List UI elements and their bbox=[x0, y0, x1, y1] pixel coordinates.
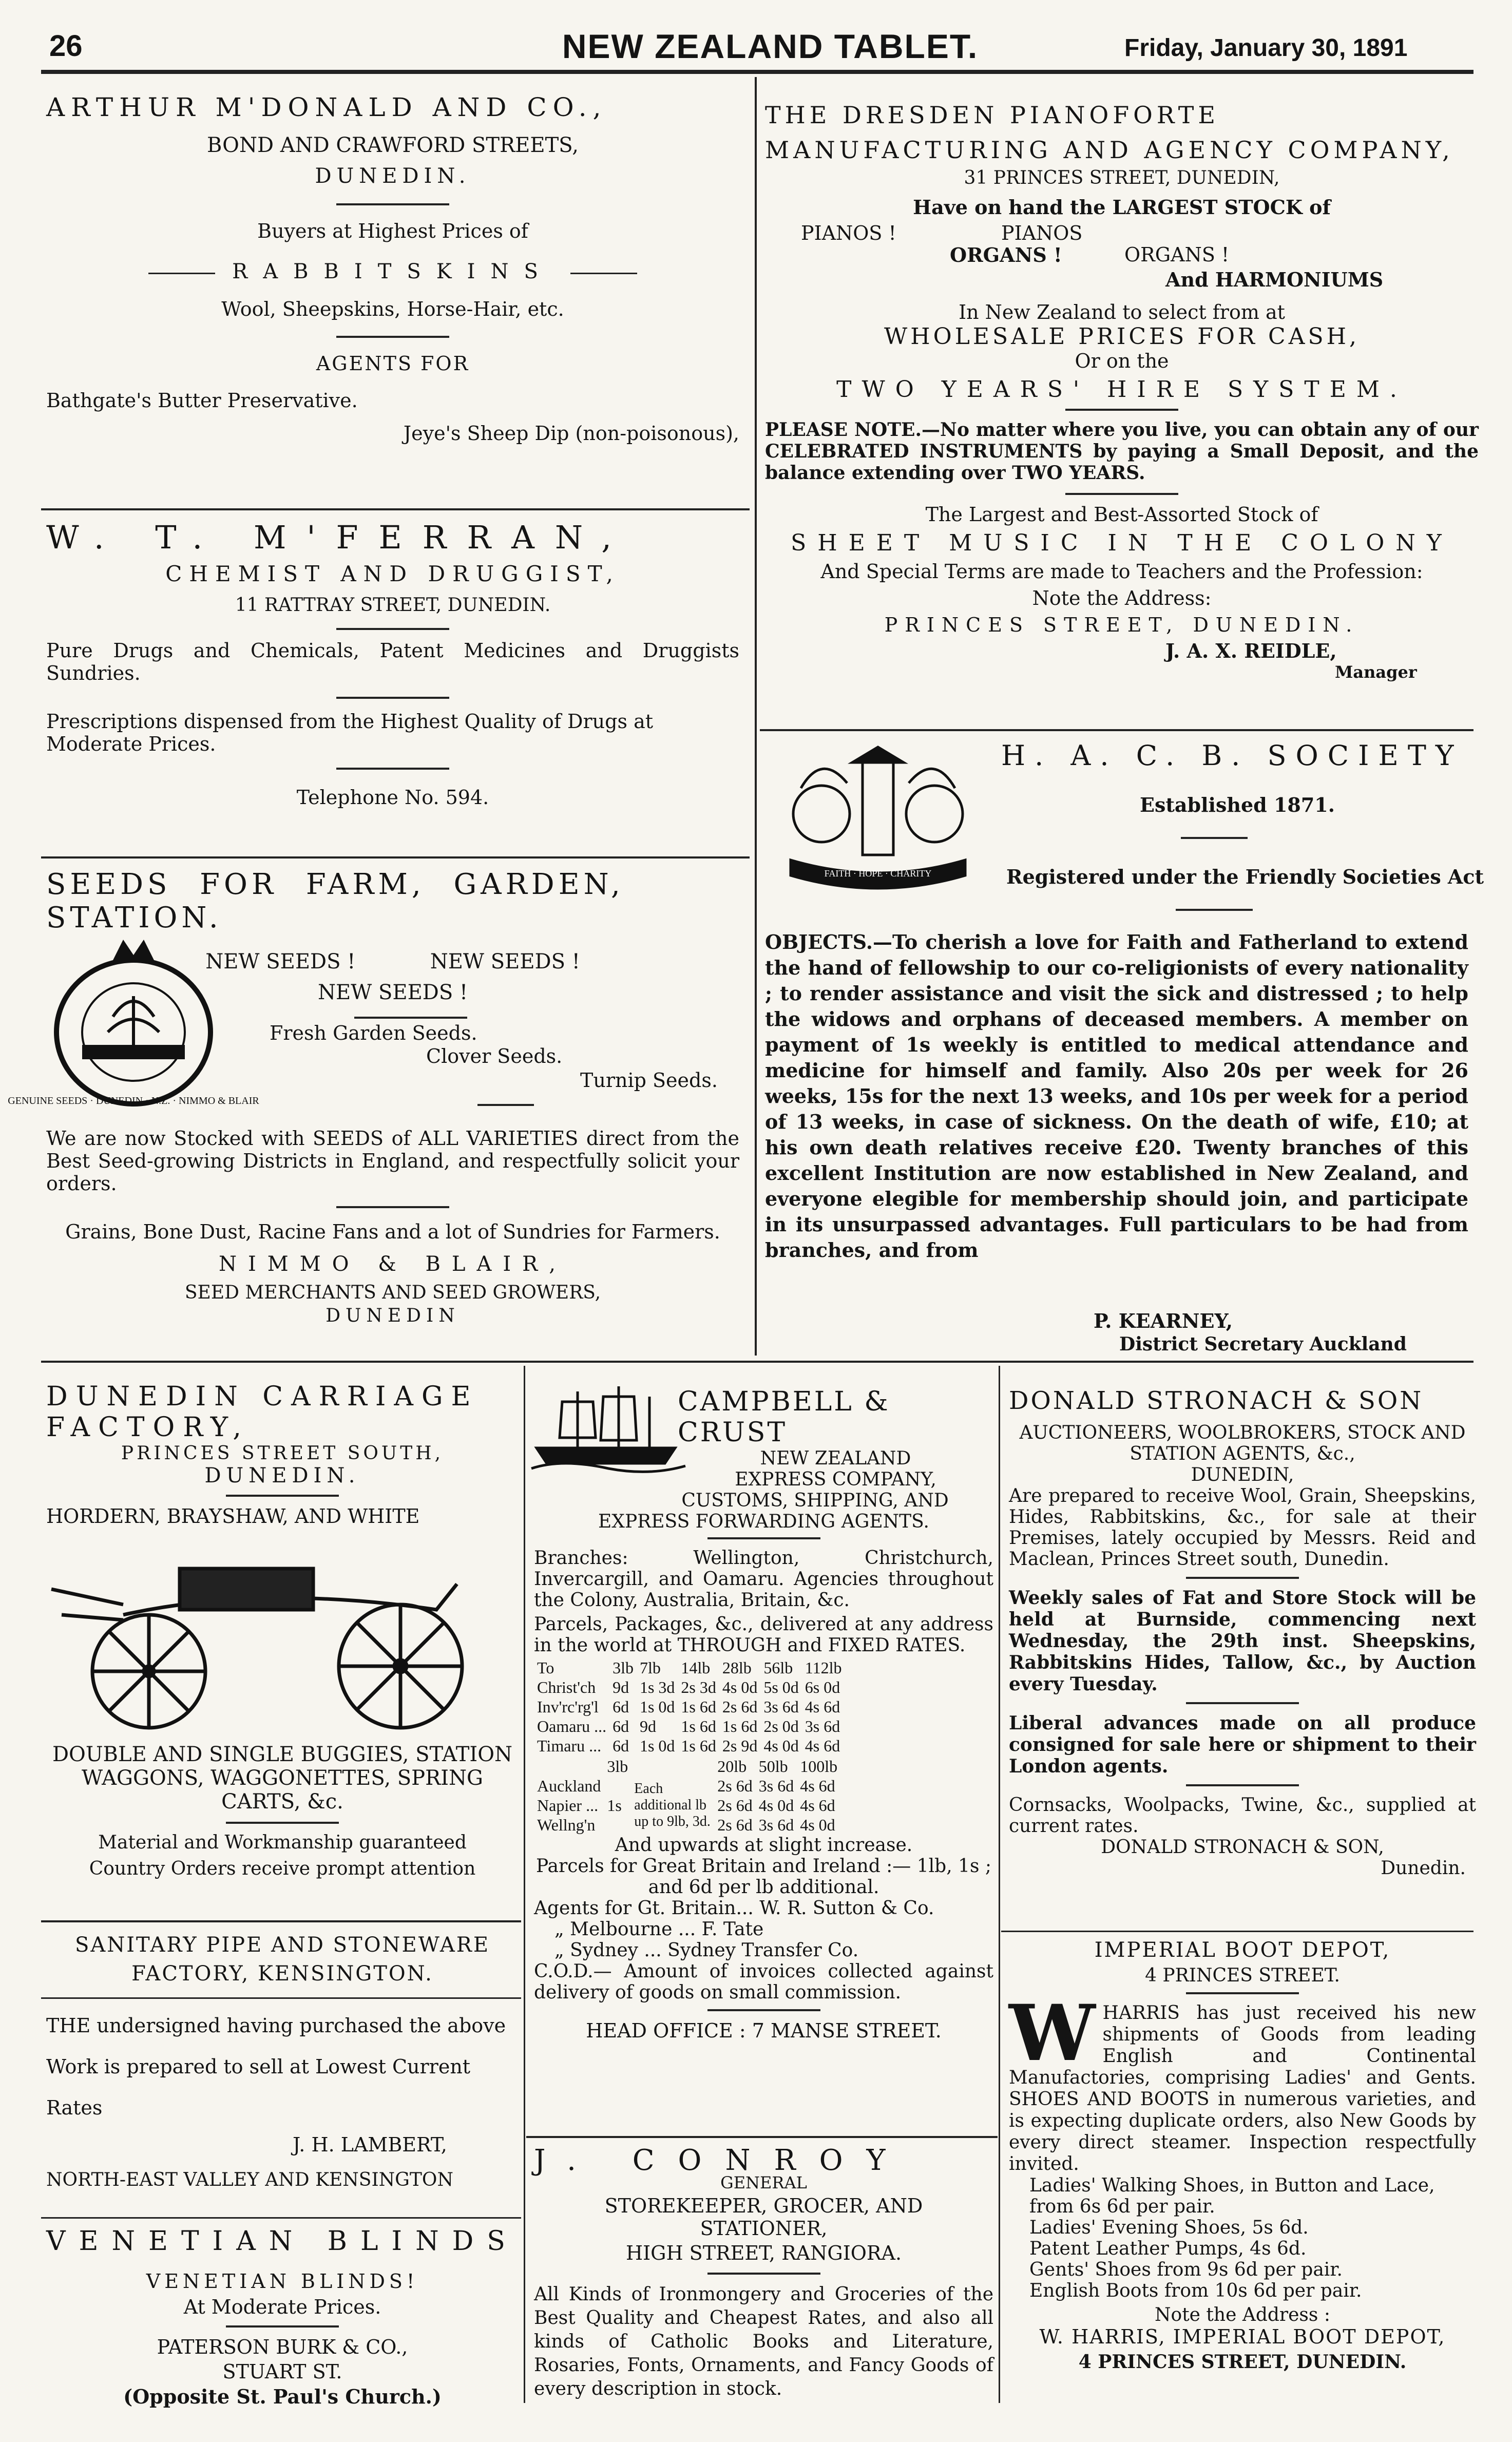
stronach-p4: Cornsacks, Woolpacks, Twine, &c., supplied at current rates. bbox=[1009, 1795, 1476, 1837]
rates-cell: 6d bbox=[613, 1717, 629, 1735]
divider bbox=[707, 1537, 820, 1539]
mcdonald-bathgate: Bathgate's Butter Preservative. bbox=[46, 389, 358, 412]
rates2-header-cell: 20lb bbox=[717, 1757, 747, 1776]
rates2-cell: Napier ... bbox=[537, 1796, 599, 1815]
rates-row bbox=[534, 1716, 845, 1736]
stronach-sig-city: Dunedin. bbox=[1381, 1858, 1466, 1879]
campbell-upwards: And upwards at slight increase. bbox=[615, 1835, 913, 1856]
rates2-cell: 4s 6d bbox=[800, 1777, 835, 1795]
emblem-caption: FAITH · HOPE · CHARITY bbox=[824, 868, 932, 879]
stronach-sig: DONALD STRONACH & SON, bbox=[1101, 1837, 1384, 1858]
imperial-street: 4 PRINCES STREET. bbox=[1145, 1965, 1340, 1986]
rates2-row bbox=[534, 1776, 840, 1796]
ad-ferran bbox=[46, 519, 739, 809]
column-rule-2 bbox=[999, 1366, 1000, 2403]
ad-imperial bbox=[1009, 1938, 1476, 2373]
rates2-cell: 4s 0d bbox=[800, 1816, 835, 1834]
ad-rule bbox=[41, 1997, 521, 1999]
ad-rule bbox=[526, 2136, 998, 2138]
mcdonald-buyers: Buyers at Highest Prices of bbox=[257, 220, 528, 242]
campbell-agents-syd: „ Sydney ... Sydney Transfer Co. bbox=[554, 1940, 859, 1961]
ferran-prescriptions: Prescriptions dispensed from the Highest Quality of Drugs at Moderate Prices. bbox=[46, 710, 653, 755]
conroy-general: GENERAL bbox=[720, 2173, 807, 2192]
rates-cell: 3s 6d bbox=[805, 1717, 840, 1735]
seeds-clover: Clover Seeds. bbox=[426, 1045, 563, 1067]
new-seeds-b: NEW SEEDS ! bbox=[430, 950, 580, 974]
imperial-dropcap: W bbox=[1009, 1988, 1096, 2078]
ferran-address: 11 RATTRAY STREET, DUNEDIN. bbox=[235, 595, 551, 616]
pianos-b: PIANOS bbox=[1001, 222, 1083, 244]
rates-cell: 9d bbox=[613, 1678, 629, 1696]
lambert-address: NORTH-EAST VALLEY AND KENSINGTON bbox=[46, 2169, 453, 2190]
ad-lambert bbox=[46, 2005, 519, 2190]
ad-dresden bbox=[765, 98, 1479, 682]
divider bbox=[707, 2273, 820, 2275]
stronach-sub: AUCTIONEERS, WOOLBROKERS, STOCK AND STATION AGENTS, &c., bbox=[1019, 1422, 1466, 1464]
header-rule bbox=[41, 70, 1473, 74]
divider bbox=[1186, 1992, 1299, 1994]
organs-a: ORGANS ! bbox=[950, 243, 1062, 266]
conroy-trade: STOREKEEPER, GROCER, AND STATIONER, bbox=[604, 2195, 923, 2240]
dresden-address-repeat: PRINCES STREET, DUNEDIN. bbox=[884, 614, 1360, 636]
divider bbox=[336, 628, 449, 630]
ad-rule bbox=[41, 856, 750, 858]
carriage-products: DOUBLE AND SINGLE BUGGIES, STATION WAGGONS, WAGGONETTES, SPRING CARTS, &c. bbox=[52, 1743, 513, 1814]
rates-cell: 4s 6d bbox=[805, 1697, 840, 1716]
divider bbox=[1186, 1702, 1299, 1704]
rates2-header-cell: 50lb bbox=[758, 1757, 788, 1776]
page-number: 26 bbox=[49, 29, 83, 63]
dresden-select: In New Zealand to select from at bbox=[959, 301, 1285, 323]
dresden-or-on: Or on the bbox=[1075, 350, 1169, 372]
rates2-header-cell: 3lb bbox=[607, 1757, 628, 1776]
rates-cell: 6d bbox=[613, 1737, 629, 1755]
rates2-cell: 2s 6d bbox=[717, 1796, 753, 1815]
hacb-heading: H. A. C. B. SOCIETY bbox=[1001, 739, 1463, 772]
rates2-cell bbox=[604, 1776, 631, 1796]
ad-mcdonald bbox=[46, 92, 739, 445]
rates-header-cell: 28lb bbox=[722, 1658, 752, 1677]
campbell-parcels-gb: Parcels for Great Britain and Ireland :— 1lb, 1s ; and 6d per lb additional. bbox=[535, 1856, 992, 1898]
mcdonald-city: DUNEDIN. bbox=[315, 164, 471, 188]
conroy-text: All Kinds of Ironmongery and Groceries of the Best Quality and Cheapest Rates, and also all kinds of Catholic Books and Literature, Rosaries, Fonts, Ornaments, and Fancy Goods of every description in stock. bbox=[534, 2284, 993, 2399]
dresden-address: 31 PRINCES STREET, DUNEDIN, bbox=[964, 167, 1280, 188]
rates2-cell bbox=[604, 1815, 631, 1835]
campbell-agents-melb: „ Melbourne ... F. Tate bbox=[554, 1919, 764, 1940]
imperial-heading: IMPERIAL BOOT DEPOT, bbox=[1094, 1938, 1391, 1962]
venetian-street: STUART ST. bbox=[222, 2360, 342, 2383]
lambert-text: THE undersigned having purchased the above Work is prepared to sell at Lowest Current Rates bbox=[46, 2014, 506, 2119]
mcdonald-address: BOND AND CRAWFORD STREETS, bbox=[207, 133, 579, 157]
rates-cell: 2s 9d bbox=[722, 1737, 758, 1755]
mcdonald-rabbitskins: RABBITSKINS bbox=[46, 260, 739, 283]
rates-cell: 1s 0d bbox=[639, 1737, 675, 1755]
seeds-seal-icon bbox=[8, 929, 259, 1109]
imperial-l2: Ladies' Evening Shoes, 5s 6d. bbox=[1029, 2217, 1309, 2238]
ferran-title: CHEMIST AND DRUGGIST, bbox=[165, 561, 620, 586]
imperial-text: WHARRIS has just received his new shipments of Goods from leading English and Continental Manufactories, comprising Ladies' and Gents. SHOES AND BOOTS in numerous varieties, and is expecting duplicate orders, also New Goods by every direct steamer. Inspection respectfully invited. bbox=[1009, 1988, 1476, 2174]
seal-caption: GENUINE SEEDS · DUNEDIN · N.Z. · NIMMO & BLAIR bbox=[8, 1095, 259, 1106]
campbell-sub4: EXPRESS FORWARDING AGENTS. bbox=[598, 1511, 929, 1532]
rates-row bbox=[534, 1677, 845, 1697]
harmoniums: And HARMONIUMS bbox=[1165, 268, 1384, 291]
column-rule-1 bbox=[524, 1366, 525, 2403]
rates-cell: 2s 6d bbox=[722, 1697, 758, 1716]
rates-cell: 5s 0d bbox=[763, 1678, 799, 1696]
band-rule bbox=[41, 1361, 1473, 1363]
seeds-city: DUNEDIN bbox=[326, 1305, 460, 1326]
column-rule-top bbox=[755, 77, 757, 1356]
rates-cell: 6s 0d bbox=[805, 1678, 840, 1696]
rates2-cell: 3s 6d bbox=[758, 1816, 794, 1834]
dresden-stock: Have on hand the LARGEST STOCK of bbox=[913, 196, 1331, 219]
ad-rule bbox=[760, 729, 1473, 731]
hacb-objects: OBJECTS.—To cherish a love for Faith and Fatherland to extend the hand of fellowship to our co-religionists of every nationality ; to render assistance and visit the sick and distressed ; to help the widows and orphans of deceased members. A member on payment of 1s weekly is entitled to medical attendance and medicine for himself and family. Also 20s per week for 26 weeks, 15s for the next 13 weeks, and 10s per week for a period of 13 weeks, in case of sickness. On the death of wife, £10; at his own death relatives receive £20. Twenty branches of this excellent Institution are now established in New Zealand, and everyone elegible for membership should join, and participate in its unsurpassed advantages. Full particulars to be had from branches, and from bbox=[765, 930, 1468, 1262]
rates-header-cell: 56lb bbox=[763, 1658, 793, 1677]
seeds-merchants: SEED MERCHANTS AND SEED GROWERS, bbox=[184, 1282, 601, 1303]
rates2-cell: Each additional lb up to 9lb, 3d. bbox=[634, 1781, 711, 1829]
mcdonald-heading: ARTHUR M'DONALD AND CO., bbox=[46, 92, 607, 122]
hacb-emblem-icon bbox=[770, 742, 986, 896]
campbell-branches: Branches: Wellington, Christchurch, Invercargill, and Oamaru. Agencies throughout the Colony, Australia, Britain, &c. bbox=[534, 1548, 993, 1611]
seeds-stocked: We are now Stocked with SEEDS of ALL VARIETIES direct from the Best Seed-growing Districts in England, and respectfully solicit your orders. bbox=[46, 1127, 739, 1195]
seeds-heading: SEEDS FOR FARM, GARDEN, STATION. bbox=[46, 868, 624, 934]
masthead-title: NEW ZEALAND TABLET. bbox=[562, 27, 979, 65]
carriage-address: PRINCES STREET SOUTH, bbox=[121, 1443, 444, 1464]
imperial-addr2: 4 PRINCES STREET, DUNEDIN. bbox=[1078, 2351, 1407, 2373]
rates-cell: 1s 6d bbox=[681, 1717, 716, 1735]
divider bbox=[1186, 1784, 1299, 1786]
ferran-telephone: Telephone No. 594. bbox=[296, 786, 489, 809]
mcdonald-jeye: Jeye's Sheep Dip (non-poisonous), bbox=[403, 422, 739, 445]
rates-cell: Christ'ch bbox=[537, 1678, 596, 1696]
rates-header-cell: 7lb bbox=[639, 1658, 661, 1677]
rates-cell: 2s 3d bbox=[681, 1678, 716, 1696]
venetian-opposite: (Opposite St. Paul's Church.) bbox=[123, 2385, 442, 2408]
dresden-note: PLEASE NOTE.—No matter where you live, you can obtain any of our CELEBRATED INSTRUMENTS by paying a Small Deposit, and the balance extending over TWO YEARS. bbox=[765, 419, 1479, 484]
rates-cell: 4s 6d bbox=[805, 1737, 840, 1755]
campbell-sub1: NEW ZEALAND bbox=[760, 1448, 911, 1469]
rates-row bbox=[534, 1736, 845, 1756]
divider bbox=[1065, 409, 1178, 411]
rates-cell: Inv'rc'rg'l bbox=[537, 1697, 599, 1716]
divider bbox=[477, 1104, 534, 1106]
divider bbox=[226, 2325, 339, 2327]
hacb-registered: Registered under the Friendly Societies Act bbox=[1006, 865, 1484, 888]
rates2-header-cell bbox=[534, 1757, 604, 1776]
imperial-addr1: W. HARRIS, IMPERIAL BOOT DEPOT, bbox=[1039, 2325, 1446, 2348]
ad-rule bbox=[41, 1920, 521, 1922]
hacb-established: Established 1871. bbox=[1140, 793, 1335, 816]
ferran-drugs: Pure Drugs and Chemicals, Patent Medicines and Druggists Sundries. bbox=[46, 639, 739, 684]
dresden-wholesale: WHOLESALE PRICES FOR CASH, bbox=[884, 323, 1360, 350]
lambert-name: J. H. LAMBERT, bbox=[293, 2133, 447, 2156]
rates2-header-cell bbox=[631, 1757, 714, 1776]
new-seeds-c: NEW SEEDS ! bbox=[317, 981, 468, 1004]
campbell-head-office: HEAD OFFICE : 7 MANSE STREET. bbox=[586, 2019, 942, 2042]
stronach-p1: Are prepared to receive Wool, Grain, Sheepskins, Hides, Rabbitskins, &c., for sale at their Premises, lately occupied by Messrs. Reid and Maclean, Princes Street south, Dunedin. bbox=[1009, 1485, 1476, 1570]
imperial-l1: Ladies' Walking Shoes, in Button and Lace, from 6s 6d per pair. bbox=[1029, 2175, 1435, 2217]
rates-header-cell: 14lb bbox=[681, 1658, 711, 1677]
ad-carriage bbox=[46, 1381, 519, 1879]
divider bbox=[1186, 1577, 1299, 1579]
rates-cell: 1s 3d bbox=[639, 1678, 675, 1696]
rates2-cell: Auckland bbox=[537, 1777, 601, 1795]
campbell-sub2: EXPRESS COMPANY, bbox=[735, 1469, 936, 1490]
imperial-l5: English Boots from 10s 6d per pair. bbox=[1029, 2280, 1362, 2301]
ad-rule bbox=[41, 508, 750, 510]
conroy-street: HIGH STREET, RANGIORA. bbox=[625, 2242, 902, 2264]
rates-cell: 1s 6d bbox=[722, 1717, 758, 1735]
mcdonald-wool: Wool, Sheepskins, Horse-Hair, etc. bbox=[221, 298, 564, 320]
carriage-guarantee: Material and Workmanship guaranteed bbox=[98, 1832, 467, 1853]
sanitary-heading: SANITARY PIPE AND STONEWARE FACTORY, KENSINGTON. bbox=[74, 1933, 490, 1986]
rates-cell: 1s 6d bbox=[681, 1697, 716, 1716]
stronach-p2: Weekly sales of Fat and Store Stock will be held at Burnside, commencing next Wednesday, the 29th inst. Sheepskins, Rabbitskins Hides, Tallow, &c., by Auction every Tuesday. bbox=[1009, 1587, 1476, 1695]
stronach-city: DUNEDIN, bbox=[1191, 1464, 1294, 1485]
rates-cell: 6d bbox=[613, 1697, 629, 1716]
campbell-agents-gb: Agents for Gt. Britain... W. R. Sutton & Co. bbox=[534, 1898, 934, 1919]
ad-rule bbox=[1001, 1931, 1473, 1932]
dresden-terms: And Special Terms are made to Teachers and the Profession: bbox=[820, 560, 1423, 583]
divider bbox=[336, 203, 449, 205]
rates-header-cell: 112lb bbox=[805, 1658, 842, 1677]
hacb-secretary: District Secretary Auckland bbox=[1119, 1333, 1407, 1355]
ad-conroy bbox=[534, 2144, 993, 2401]
carriage-city: DUNEDIN. bbox=[204, 1464, 360, 1487]
hacb-name: P. KEARNEY, bbox=[1094, 1309, 1233, 1332]
divider bbox=[336, 1206, 449, 1208]
venetian-heading: VENETIAN BLINDS bbox=[46, 2226, 519, 2257]
campbell-sub3: CUSTOMS, SHIPPING, AND bbox=[681, 1490, 949, 1511]
venetian-firm: PATERSON BURK & CO., bbox=[157, 2336, 408, 2358]
dresden-address-note: Note the Address: bbox=[1032, 587, 1212, 609]
stronach-p3: Liberal advances made on all produce consigned for sale here or shipment to their London agents. bbox=[1009, 1712, 1476, 1777]
rates-cell: 3s 6d bbox=[763, 1697, 799, 1716]
dresden-instruments bbox=[765, 219, 1479, 301]
rates2-cell: 3s 6d bbox=[758, 1777, 794, 1795]
divider bbox=[1176, 909, 1253, 911]
rates-cell: 4s 0d bbox=[763, 1737, 799, 1755]
rates-cell: Timaru ... bbox=[537, 1737, 602, 1755]
organs-b: ORGANS ! bbox=[1124, 243, 1230, 266]
seeds-grains: Grains, Bone Dust, Racine Fans and a lot of Sundries for Farmers. bbox=[65, 1220, 720, 1243]
pianos-a: PIANOS ! bbox=[801, 222, 896, 244]
rates-table-north bbox=[534, 1757, 840, 1835]
divider bbox=[336, 336, 449, 338]
divider bbox=[336, 697, 449, 699]
issue-date: Friday, January 30, 1891 bbox=[1124, 34, 1408, 62]
dresden-manager-name: J. A. X. REIDLE, bbox=[1165, 639, 1337, 662]
imperial-l3: Patent Leather Pumps, 4s 6d. bbox=[1029, 2238, 1307, 2259]
rates2-cell: 2s 6d bbox=[717, 1816, 753, 1834]
ferran-heading: W. T. M'FERRAN, bbox=[46, 519, 632, 556]
divider bbox=[336, 768, 449, 770]
rates-cell: 9d bbox=[639, 1717, 656, 1735]
rates-cell: 2s 0d bbox=[763, 1717, 799, 1735]
dresden-sheet-music: SHEET MUSIC IN THE COLONY bbox=[791, 530, 1453, 556]
stronach-heading: DONALD STRONACH & SON bbox=[1009, 1386, 1424, 1415]
seeds-firm: NIMMO & BLAIR, bbox=[218, 1252, 567, 1276]
divider bbox=[1065, 493, 1178, 495]
rates-header-cell: To bbox=[537, 1658, 554, 1677]
carriage-heading: DUNEDIN CARRIAGE FACTORY, bbox=[46, 1381, 479, 1443]
carriage-firm: HORDERN, BRAYSHAW, AND WHITE bbox=[46, 1505, 420, 1528]
rates2-cell: 4s 6d bbox=[800, 1796, 835, 1815]
ad-rule bbox=[41, 2217, 521, 2219]
campbell-heading: CAMPBELL & CRUST bbox=[678, 1386, 890, 1448]
seeds-body bbox=[46, 1127, 739, 1326]
rates-cell: 1s 6d bbox=[681, 1737, 716, 1755]
dresden-heading: THE DRESDEN PIANOFORTE MANUFACTURING AND AGENCY COMPANY, bbox=[765, 101, 1454, 164]
imperial-l4: Gents' Shoes from 9s 6d per pair. bbox=[1029, 2259, 1343, 2280]
seeds-garden: Fresh Garden Seeds. bbox=[270, 1022, 477, 1044]
rates-header-cell: 3lb bbox=[613, 1658, 634, 1677]
venetian-prices: At Moderate Prices. bbox=[183, 2296, 381, 2318]
divider bbox=[707, 2009, 820, 2011]
rates-cell: 4s 0d bbox=[722, 1678, 758, 1696]
ad-stronach bbox=[1009, 1386, 1476, 1879]
conroy-heading: J. CONROY bbox=[534, 2144, 909, 2177]
rates2-cell: Wellng'n bbox=[537, 1816, 596, 1834]
ad-venetian bbox=[46, 2226, 519, 2408]
buggy-illustration-icon bbox=[46, 1538, 508, 1733]
campbell-cod: C.O.D.— Amount of invoices collected against delivery of goods on small commission. bbox=[534, 1961, 993, 2003]
rates2-cell: 2s 6d bbox=[717, 1777, 753, 1795]
rates2-cell: 1s bbox=[607, 1796, 622, 1815]
mcdonald-agents: AGENTS FOR bbox=[316, 352, 470, 375]
new-seeds-a: NEW SEEDS ! bbox=[205, 950, 356, 974]
rates2-cell: 4s 0d bbox=[758, 1796, 794, 1815]
rates-row bbox=[534, 1697, 845, 1716]
rates-cell: 1s 0d bbox=[639, 1697, 675, 1716]
divider bbox=[226, 1495, 339, 1497]
carriage-country: Country Orders receive prompt attention bbox=[89, 1858, 476, 1879]
imperial-note: Note the Address : bbox=[1155, 2304, 1330, 2325]
dresden-largest: The Largest and Best-Assorted Stock of bbox=[925, 503, 1318, 526]
rates-table bbox=[534, 1658, 845, 1756]
rates-cell: Oamaru ... bbox=[537, 1717, 607, 1735]
dresden-hire: TWO YEARS' HIRE SYSTEM. bbox=[836, 376, 1407, 403]
divider bbox=[226, 1822, 339, 1824]
rates2-header-cell: 100lb bbox=[800, 1757, 838, 1776]
ad-campbell bbox=[534, 1386, 993, 2042]
divider bbox=[354, 1017, 467, 1019]
campbell-parcels: Parcels, Packages, &c., delivered at any address in the world at THROUGH and FIXED RATES. bbox=[534, 1614, 993, 1656]
venetian-sub: VENETIAN BLINDS! bbox=[146, 2270, 419, 2293]
dresden-manager: Manager bbox=[1335, 662, 1417, 682]
seeds-turnip: Turnip Seeds. bbox=[580, 1069, 718, 1092]
divider bbox=[1181, 837, 1248, 839]
